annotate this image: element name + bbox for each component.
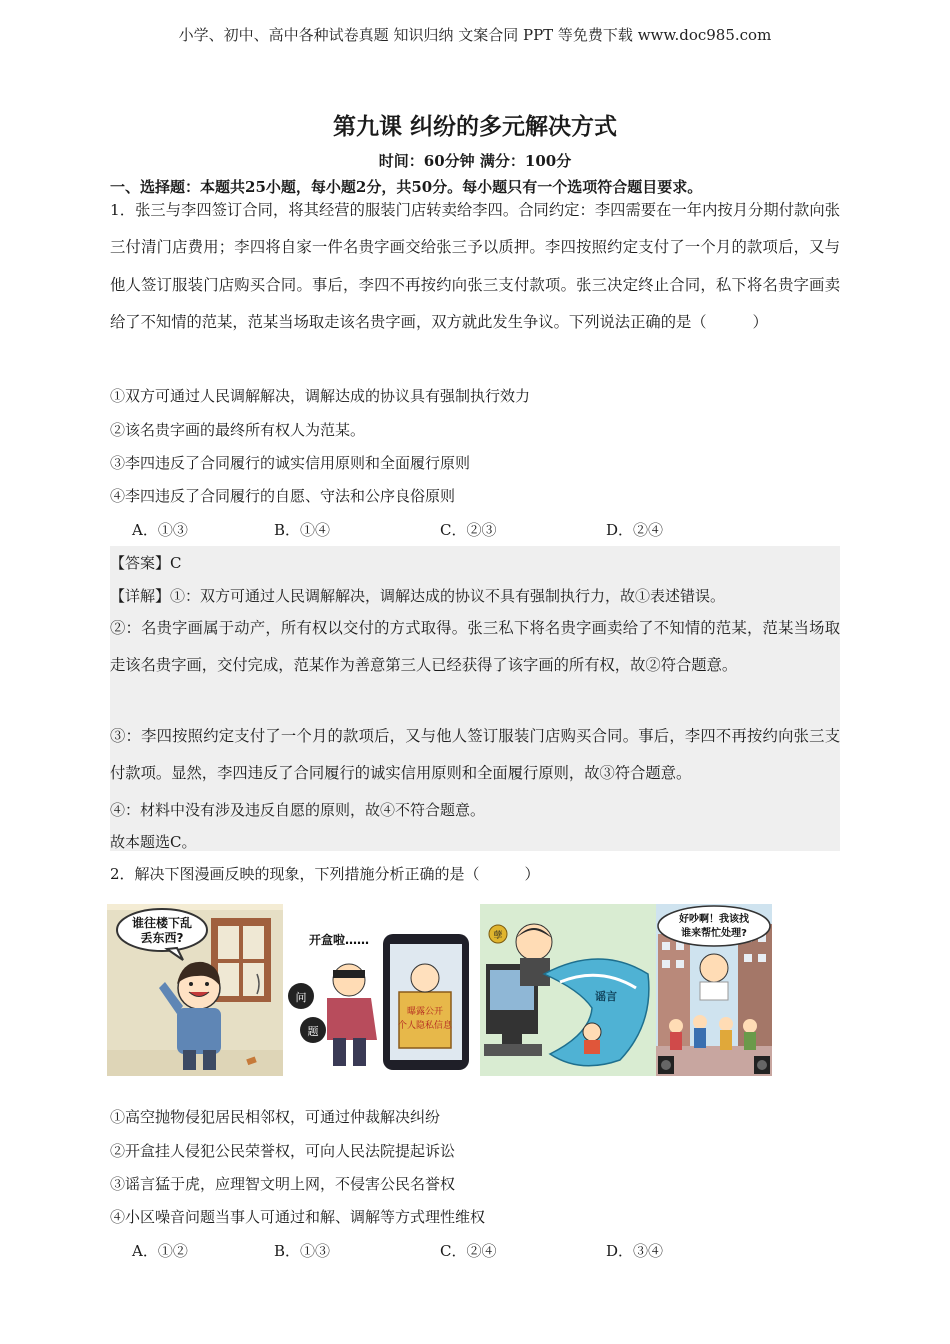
panel4-bubble-line2: 谁来帮忙处理?	[681, 928, 747, 939]
q2-stem: 2．解决下图漫画反映的现象，下列措施分析正确的是（ ）	[110, 865, 540, 883]
q1-option-c: C．②③	[440, 521, 497, 539]
panel4-bubble-line1: 好吵啊！我该找	[679, 914, 749, 925]
q2-option-c: C．②④	[440, 1242, 497, 1260]
q1-option-b: B．①④	[274, 521, 331, 539]
q1-detail-1: 【详解】①：双方可通过人民调解解决，调解达成的协议不具有强制执行力，故①表述错误。	[110, 587, 726, 605]
q1-statement-1: ①双方可通过人民调解解决，调解达成的协议具有强制执行效力	[110, 387, 531, 405]
panel3-wave-label: 谣言	[595, 990, 617, 1003]
q2-option-a: A．①②	[132, 1242, 188, 1260]
q1-detail-4: ④：材料中没有涉及违反自愿的原则，故④不符合题意。	[110, 801, 486, 819]
q2-statement-4: ④小区噪音问题当事人可通过和解、调解等方式理性维权	[110, 1208, 486, 1226]
q1-option-d: D．②④	[606, 521, 664, 539]
q1-statement-3: ③李四违反了合同履行的诚实信用原则和全面履行原则	[110, 454, 471, 472]
q1-detail-2: ②：名贵字画属于动产，所有权以交付的方式取得。张三私下将名贵字画卖给了不知情的范某，范某当场取走该名贵字画，交付完成，范某作为善意第三人已经获得了该字画的所有权，故②符合题意。	[110, 619, 840, 675]
panel1-bubble-line1: 谁往楼下乱	[131, 916, 193, 930]
cartoon-panel-rumor	[480, 904, 656, 1076]
panel3-tag: 孽	[493, 931, 503, 941]
q1-statement-4: ④李四违反了合同履行的自愿、守法和公序良俗原则	[110, 487, 456, 505]
q1-stem: 1．张三与李四签订合同，将其经营的服装门店转卖给李四。合同约定：李四需要在一年内按月分期付款向张三付清门店费用；李四将自家一件名贵字画交给张三予以质押。李四按照约定支付了一个月的款项后，又与他人签订服装门店购买合同。事后，李四不再按约向张三支付款项。张三决定终止合同，私下将名贵字画卖给了不知情的范某，范某当场取走该名贵字画，双方就此发生争议。下列说法正确的是（ ）	[110, 201, 840, 331]
section-heading: 一、选择题：本题共25小题，每小题2分，共50分。每小题只有一个选项符合题目要求。	[110, 178, 703, 196]
q1-answer: 【答案】C	[110, 554, 182, 572]
cartoon-panel-throwing	[107, 904, 283, 1076]
panel2-sign-line1: 曝露公开	[406, 1007, 444, 1017]
page-header: 小学、初中、高中各种试卷真题 知识归纳 文案合同 PPT 等免费下载 www.doc985.com	[178, 26, 772, 44]
q1-detail-3: ③：李四按照约定支付了一个月的款项后，又与他人签订服装门店购买合同。事后，李四不再按约向张三支付款项。显然，李四违反了合同履行的诚实信用原则和全面履行原则，故③符合题意。	[110, 727, 840, 783]
q2-statement-2: ②开盒挂人侵犯公民荣誉权，可向人民法院提起诉讼	[110, 1142, 456, 1160]
panel1-bubble-line2: 丢东西?	[140, 931, 184, 945]
q1-conclusion: 故本题选C。	[110, 833, 197, 851]
q1-option-a: A．①③	[132, 521, 188, 539]
exam-meta: 时间：60分钟 满分：100分	[378, 152, 572, 170]
panel2-bubble-2: 题	[307, 1025, 319, 1038]
panel2-sign-line2: 个人隐私信息	[397, 1021, 453, 1031]
q2-statement-1: ①高空抛物侵犯居民相邻权，可通过仲裁解决纠纷	[110, 1108, 441, 1126]
cartoon-panel-doxxing	[287, 904, 475, 1076]
page-title: 第九课 纠纷的多元解决方式	[332, 113, 617, 140]
cartoon-panel-noise	[656, 904, 772, 1076]
q2-statement-3: ③谣言猛于虎，应理智文明上网，不侵害公民名誉权	[110, 1175, 456, 1193]
q2-option-b: B．①③	[274, 1242, 331, 1260]
panel2-bubble-1: 问	[295, 991, 307, 1004]
panel2-caption: 开盒啦……	[309, 933, 370, 947]
q1-statement-2: ②该名贵字画的最终所有权人为范某。	[110, 421, 366, 439]
q2-option-d: D．③④	[606, 1242, 664, 1260]
